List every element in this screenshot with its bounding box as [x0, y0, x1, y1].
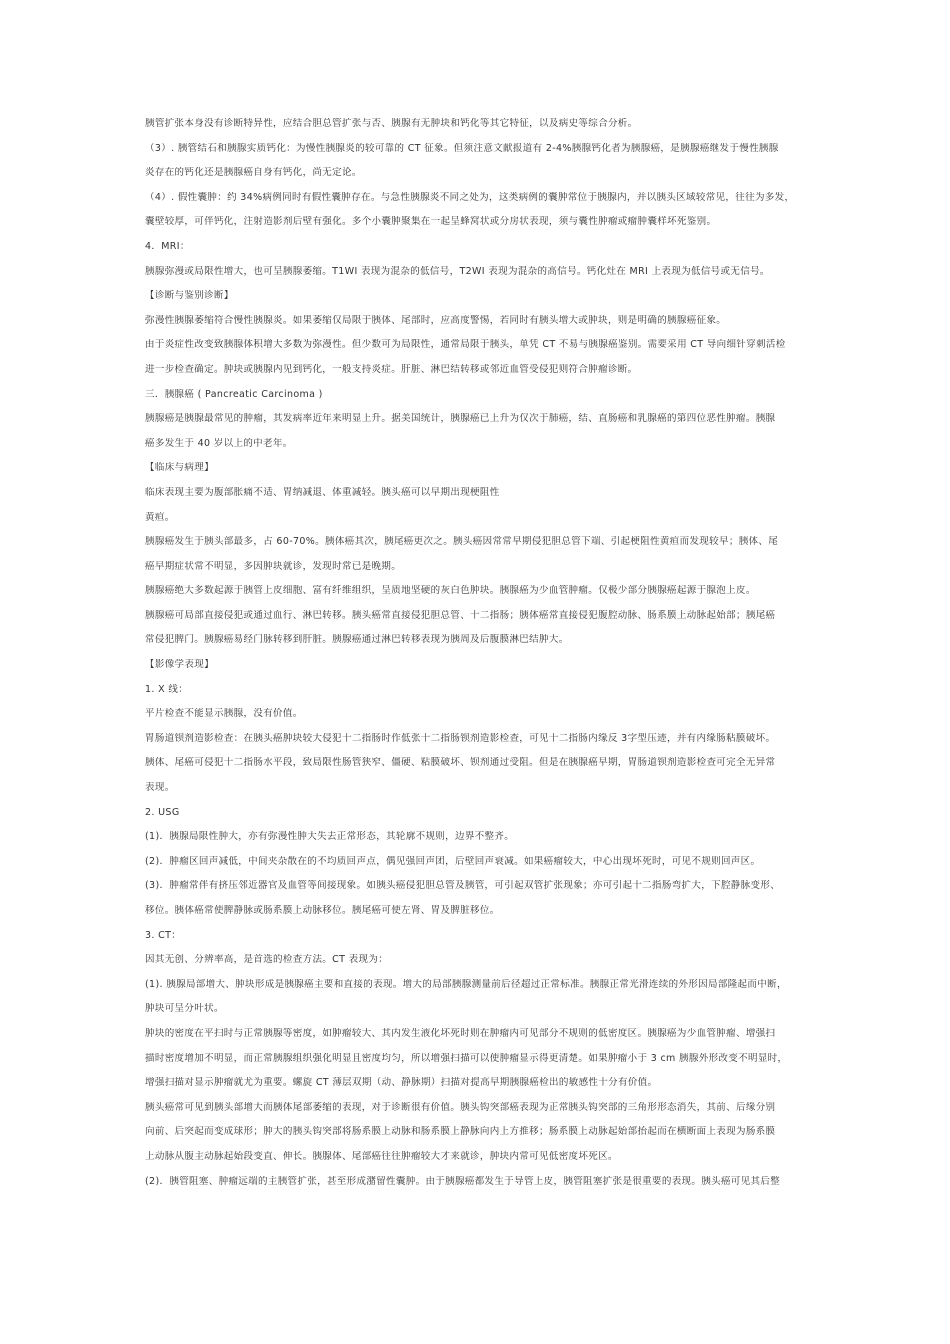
text-line: 移位。胰体癌常使脾静脉或肠系膜上动脉移位。胰尾癌可使左肾、胃及脾脏移位。	[145, 905, 500, 916]
text-line: 【临床与病理】	[145, 462, 214, 474]
text-line: 胰腺弥漫或局限性增大，也可呈胰腺萎缩。T1WI 表现为混杂的低信号，T2WI 表现为混杂的高信号。钙化灶在 MRI 上表现为低信号或无信号。	[145, 265, 770, 277]
text-line: 弥漫性胰腺萎缩符合慢性胰腺炎。如果萎缩仅局限于胰体、尾部时，应高度警惕，若同时有胰头增大或肿块，则是明确的胰腺癌征象。	[145, 314, 727, 326]
text-line: 表现。	[145, 782, 175, 794]
text-line: (3)．肿瘤常伴有挤压邻近器官及血管等间接现象。如胰头癌侵犯胆总管及胰管，可引起双管扩张现象；亦可引起十二指肠弯扩大，下腔静脉变形、	[145, 880, 781, 892]
text-line: 癌早期症状常不明显，多因肿块就诊，发现时常已是晚期。	[145, 560, 402, 572]
text-line: 肿块的密度在平扫时与正常胰腺等密度，如肿瘤较大、其内发生液化坏死时则在肿瘤内可见部分不规则的低密度区。胰腺癌为少血管肿瘤、增强扫	[145, 1027, 776, 1039]
text-line: 肿块可呈分叶状。	[145, 1003, 224, 1015]
text-line: 三．胰腺癌 ( Pancreatic Carcinoma )	[145, 388, 323, 400]
text-line: 癌多发生于 40 岁以上的中老年。	[145, 437, 293, 449]
text-line: 胰腺癌可局部直接侵犯或通过血行、淋巴转移。胰头癌常直接侵犯胆总管、十二指肠；胰体癌常直接侵犯腹腔动脉、肠系膜上动脉起始部；胰尾癌	[145, 609, 776, 621]
text-line: 平片检查不能显示胰腺，没有价值。	[145, 708, 303, 720]
text-line: 黄疸。	[145, 511, 175, 523]
text-line: 2. USG	[145, 806, 180, 818]
text-line: 增强扫描对显示肿瘤就尤为重要。螺旋 CT 薄层双期（动、静脉期）扫描对提高早期胰腺癌检出的敏感性十分有价值。	[145, 1077, 658, 1089]
text-line: （4）. 假性囊肿：约 34%病例同时有假性囊肿存在。与急性胰腺炎不同之处为，这类病例的囊肿常位于胰腺内，并以胰头区域较常见，往往为多发，	[145, 191, 795, 203]
text-line: 胰腺癌绝大多数起源于胰管上皮细胞、富有纤维组织，呈质地坚硬的灰白色肿块。胰腺癌为少血管肿瘤。仅极少部分胰腺癌起源于腺泡上皮。	[145, 585, 756, 597]
text-line: 【诊断与鉴别诊断】	[145, 290, 234, 302]
document-page	[145, 118, 810, 1188]
text-line: 4．MRI：	[145, 240, 190, 252]
text-line: 因其无创、分辨率高，是首选的检查方法。CT 表现为：	[145, 954, 389, 966]
text-line: 炎存在的钙化还是胰腺癌自身有钙化，尚无定论。	[145, 167, 362, 179]
text-line: 由于炎症性改变致胰腺体积增大多数为弥漫性。但少数可为局限性，通常局限于胰头，单凭 CT 不易与胰腺癌鉴别。需要采用 CT 导向细针穿刺活检	[145, 339, 786, 351]
text-line: 进一步检查确定。肿块或胰腺内见到钙化，一般支持炎症。肝脏、淋巴结转移或邻近血管受侵犯则符合肿瘤诊断。	[145, 363, 638, 375]
text-line: 常侵犯脾门。胰腺癌易经门脉转移到肝脏。胰腺癌通过淋巴转移表现为胰周及后腹膜淋巴结肿大。	[145, 634, 569, 646]
text-line: (2)．肿瘤区回声减低，中间夹杂散在的不均质回声点，偶见强回声团，后壁回声衰减。如果癌瘤较大，中心出现坏死时，可见不规则回声区。	[145, 855, 761, 867]
text-line: 3. CT：	[145, 929, 182, 941]
text-line: 描时密度增加不明显，而正常胰腺组织强化明显且密度均匀，所以增强扫描可以使肿瘤显示得更清楚。如果肿瘤小于 3 cm 胰腺外形改变不明显时，	[145, 1052, 788, 1064]
text-line: 胰腺癌是胰腺最常见的肿瘤，其发病率近年来明显上升。据美国统计，胰腺癌已上升为仅次于肺癌，结、直肠癌和乳腺癌的第四位恶性肿瘤。胰腺	[145, 413, 776, 425]
text-line: 胃肠道钡剂造影检查：在胰头癌肿块较大侵犯十二指肠时作低张十二指肠钡剂造影检查，可见十二指肠内缘反 3字型压迹，并有内缘肠粘膜破坏。	[145, 732, 776, 744]
text-line: 向前、后突起而变成球形；肿大的胰头钩突部将肠系膜上动脉和肠系膜上静脉向内上方推移；肠系膜上动脉起始部抬起而在横断面上表现为肠系膜	[145, 1126, 776, 1138]
text-line: (2)．胰管阻塞、肿瘤远端的主胰管扩张，甚至形成潴留性囊肿。由于胰腺癌都发生于导管上皮，胰管阻塞扩张是很重要的表现。胰头癌可见其后整	[145, 1175, 781, 1187]
text-line: 上动脉从腹主动脉起始段变直、伸长。胰腺体、尾部癌往往肿瘤较大才来就诊，肿块内常可见低密度坏死区。	[145, 1150, 618, 1162]
text-line: （3）. 胰管结石和胰腺实质钙化：为慢性胰腺炎的较可靠的 CT 征象。但须注意文献报道有 2-4%胰腺钙化者为胰腺癌，是胰腺癌继发于慢性胰腺	[145, 142, 779, 154]
text-line: (1). 胰腺局部增大、肿块形成是胰腺癌主要和直接的表现。增大的局部胰腺测量前后径超过正常标准。胰腺正常光滑连续的外形因局部隆起而中断，	[145, 978, 787, 990]
text-line: 【影像学表现】	[145, 659, 214, 671]
text-line: (1)．胰腺局限性肿大，亦有弥漫性肿大失去正常形态，其轮廓不规则，边界不整齐。	[145, 831, 515, 843]
text-line: 胰腺癌发生于胰头部最多，占 60-70%。胰体癌其次，胰尾癌更次之。胰头癌因常常早期侵犯胆总管下端、引起梗阻性黄疸而发现较早；胰体、尾	[145, 536, 779, 548]
text-line: 胰管扩张本身没有诊断特异性，应结合胆总管扩张与否、胰腺有无肿块和钙化等其它特征，以及病史等综合分析。	[145, 118, 638, 129]
text-line: 胰体、尾癌可侵犯十二指肠水平段，致局限性肠管狭窄、僵硬、粘膜破坏、钡剂通过受阻。但是在胰腺癌早期，胃肠道钡剂造影检查可完全无异常	[145, 757, 776, 769]
text-line: 胰头癌常可见到胰头部增大而胰体尾部萎缩的表现，对于诊断很有价值。胰头钩突部癌表现为正常胰头钩突部的三角形形态消失，其前、后缘分别	[145, 1101, 776, 1113]
text-line: 临床表现主要为腹部胀痛不适、胃纳减退、体重减轻。胰头癌可以早期出现梗阻性	[145, 486, 500, 498]
text-line: 1. X 线：	[145, 683, 189, 695]
text-line: 囊壁较厚，可伴钙化，注射造影剂后壁有强化。多个小囊肿聚集在一起呈蜂窝状或分房状表现，须与囊性肿瘤或瘤肿囊样坏死鉴别。	[145, 216, 717, 228]
